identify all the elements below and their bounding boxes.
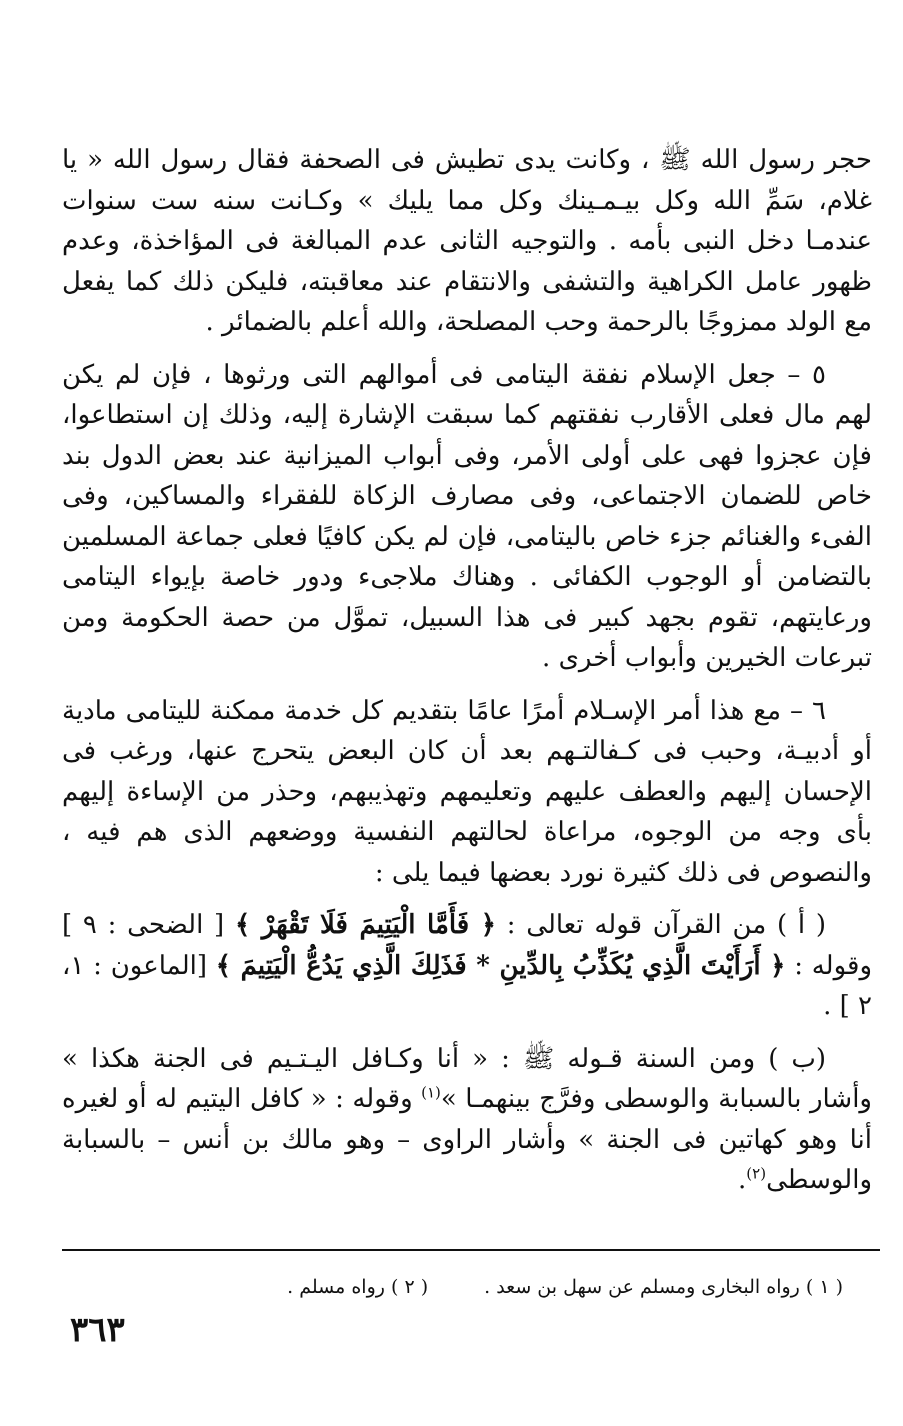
quran-verse-maun: ﴿ أَرَأَيْتَ الَّذِي يُكَذِّبُ بِالدِّينِ * فَذَلِكَ الَّذِي يَدُعُّ الْيَتِيمَ ﴾ [215,950,786,981]
footnote-divider [62,1249,880,1251]
sunnah-end: . [738,1165,747,1195]
page-body [62,140,872,1201]
paragraph-quran-texts [62,905,872,1027]
paragraph-hadith-continuation: حجر رسول الله ﷺ ، وكانت يدى تطيش فى الصحفة فقال رسول الله « يا غلام، سَمِّ الله وكل بيـمـينك وكل مما يليك » وكـانت سنه ست سنوات عندمـا دخل النبى بأمه . والتوجيه الثانى عدم المبالغة فى المؤاخذة، وعدم ظهور عامل الكراهية والتشفى والانتقام عند معاقبته، فليكن ذلك كما يفعل مع الولد ممزوجًا بالرحمة وحب المصلحة، والله أعلم بالضمائر . [62,145,872,337]
quran-intro: ( أ ) من القرآن قوله تعالى : [506,910,827,940]
quran-verse-duha: ﴿ فَأَمَّا الْيَتِيمَ فَلَا تَقْهَرْ ﴾ [234,910,496,940]
paragraph-orphan-expenses: ٥ – جعل الإسلام نفقة اليتامى فى أموالهم التى ورثوها ، فإن لم يكن لهم مال فعلى الأقارب نفقتهم كما سبقت الإشارة إليه، وذلك إن استطاعوا، فإن عجزوا فهى على أولى الأمر، وفى أبواب الميزانية عند بعض الدول بند خاص للضمان الاجتماعى، وفى مصارف الزكاة للفقراء والمساكين، وفى الفىء والغنائم جزء خاص باليتامى، فإن لم يكن كافيًا فعلى جماعة المسلمين بالتضامن أو الوجوب الكفائى . وهناك ملاجىء ودور خاصة بإيواء اليتامى ورعايتهم، تقوم بجهد كبير فى هذا السبيل، تموَّل من حصة الحكومة ومن تبرعات الخيرين وأبواب أخرى . [62,359,872,673]
paragraph-general-command: ٦ – مع هذا أمر الإسـلام أمرًا عامًا بتقديم كل خدمة ممكنة لليتامى مادية أو أدبيـة، وحبب فى كـفالتـهم بعد أن كان البعض يتحرج عنها، ورغب فى الإحسان إليهم والعطف عليهم وتعليمهم وتهذيبهم، وحذر من الإساءة إليهم بأى وجه من الوجوه، مراعاة لحالتهم النفسية ووضعهم الذى هم فيه ، والنصوص فى ذلك كثيرة نورد بعضها فيما يلى : [62,695,872,888]
sunnah-text-a: (ب ) ومن السنة قـوله ﷺ : « أنا وكـافل اليـتـيم فى الجنة هكذا » وأشار بالسبابة والوسطى وفرَّج بينهمـا » [62,1043,872,1114]
sunnah-text-b: وقوله : « كافل اليتيم له أو لغيره أنا وهو كهاتين فى الجنة » وأشار الراوى – وهو مالك بن أنس – بالسبابة والوسطى [62,1084,872,1195]
footnote-ref-2: (٢) [746,1164,767,1183]
quran-ref-duha: [ الضحى : ٩ ] وقوله : [62,910,873,981]
footnotes [33,1274,843,1300]
paragraph-sunnah-texts [62,1039,872,1201]
quran-ref-maun: [الماعون : ١، ٢ ] . [62,950,872,1021]
footnote-ref-1: (١) [421,1083,441,1102]
footnote-1: ( ١ ) رواه البخارى ومسلم عن سهل بن سعد . [484,1276,843,1298]
page-number: ٣٦٣ [70,1310,125,1350]
footnote-2: ( ٢ ) رواه مسلم . [287,1276,429,1298]
